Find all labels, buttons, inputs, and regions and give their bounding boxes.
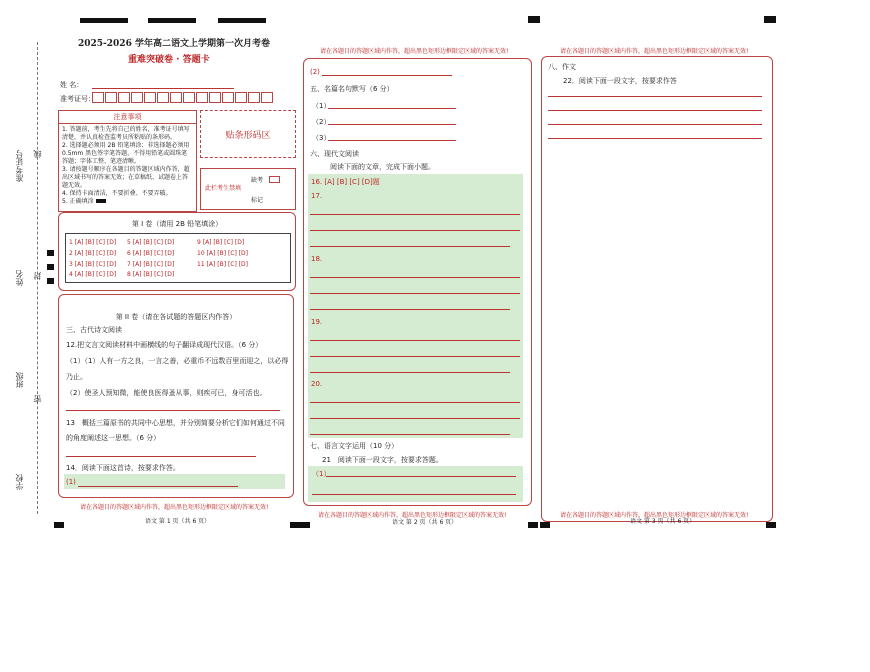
id-boxes[interactable] [92, 92, 274, 103]
blank2-line[interactable] [328, 124, 456, 125]
q18-line[interactable] [310, 277, 520, 278]
q17-line[interactable] [310, 230, 520, 231]
name-label: 姓 名： [60, 81, 84, 89]
section5-heading: 五、名篇名句默写（6 分） [310, 85, 394, 93]
q19-line[interactable] [310, 340, 520, 341]
q14-text: 14．阅读下面这首诗，按要求作答。 [66, 464, 180, 472]
q20-line[interactable] [310, 434, 510, 435]
q17-line[interactable] [310, 214, 520, 215]
blank1-line[interactable] [328, 108, 456, 109]
absent-checkbox[interactable] [269, 176, 280, 183]
q21-line[interactable] [312, 494, 516, 495]
corner-mark [300, 522, 310, 528]
note-item-text: 5. 正确填涂 [62, 198, 94, 205]
warning-bottom-p2: 请在各题目的答题区域内作答，超出黑色矩形边框限定区域的答案无效! [318, 512, 507, 519]
corner-mark [290, 522, 300, 528]
item2-line[interactable] [322, 75, 452, 76]
q17-line[interactable] [310, 246, 510, 247]
part1-title: 第 I 卷（请用 2B 铅笔填涂） [131, 220, 223, 228]
q20-label: 20. [311, 380, 323, 388]
choice-q1[interactable]: 1 [A] [B] [C] [D] [69, 239, 117, 246]
q18-line[interactable] [310, 309, 510, 310]
side-label-secret: 密 [33, 395, 42, 403]
blank3-line[interactable] [328, 140, 456, 141]
q21-line[interactable] [326, 476, 516, 477]
id-label: 准考证号： [60, 95, 95, 103]
side-label-class: 班级 [15, 372, 24, 388]
side-label-school: 学校 [15, 474, 24, 490]
section3-heading: 三、古代诗文阅读 [66, 326, 122, 334]
side-mark [47, 250, 54, 256]
side-mark [47, 278, 54, 284]
essay-line[interactable] [548, 124, 762, 125]
timing-mark [764, 16, 776, 23]
essay-line[interactable] [548, 96, 762, 97]
warning-bottom-p1: 请在各题目的答题区域内作答，超出黑色矩形边框限定区域的答案无效! [80, 504, 269, 511]
item2-label: (2) [310, 68, 320, 76]
col3-panel [541, 56, 773, 522]
blank2-label: （2） [312, 118, 331, 126]
choice-q7[interactable]: 7 [A] [B] [C] [D] [127, 261, 175, 268]
q19-label: 19. [311, 318, 323, 326]
barcode-label: 贴条形码区 [225, 130, 271, 141]
absent-missing: 缺考 [251, 177, 264, 184]
q20-line[interactable] [310, 418, 520, 419]
notes-title: 注意事项 [59, 111, 196, 124]
q19-line[interactable] [310, 372, 510, 373]
q12-1-text-cont: 乃止。 [66, 373, 87, 381]
q21-text: 21 阅读下面一段文字，按要求答题。 [322, 456, 443, 464]
corner-mark [528, 522, 538, 528]
q14-1-label: (1) [66, 478, 76, 486]
fill-sample-mark [96, 199, 106, 203]
q18-line[interactable] [310, 293, 520, 294]
absent-mark: 标记 [251, 197, 264, 204]
section6-subheading: 阅读下面的文章，完成下面小题。 [330, 163, 435, 171]
corner-mark [766, 522, 776, 528]
q20-line[interactable] [310, 402, 520, 403]
corner-mark [540, 522, 550, 528]
q12-2-text: （2）使圣人预知微，能使良医得蚤从事，则疾可已，身可活也。 [66, 389, 267, 397]
q14-1-line[interactable] [78, 486, 238, 487]
q13-answer-line[interactable] [66, 456, 256, 457]
note-item: 2. 选择题必须用 2B 铅笔填涂；非选择题必须用 0.5mm 黑色签字笔答题，不得用铅笔或圆珠笔答题；字体工整、笔迹清晰。 [62, 142, 190, 165]
side-label-line: 线 [33, 150, 42, 158]
timing-mark [218, 18, 266, 23]
blank1-label: （1） [312, 102, 331, 110]
note-item: 4. 保持卡面清洁，不要折叠、不要弄破。 [62, 190, 172, 197]
choice-q8[interactable]: 8 [A] [B] [C] [D] [127, 271, 175, 278]
note-item [59, 198, 196, 206]
q13-text: 13 概括三篇原书的共同中心思想，并分别简要分析它们如何通过不同 [66, 419, 285, 427]
q22-text: 22．阅读下面一段文字，按要求作答 [563, 77, 677, 85]
choice-q6[interactable]: 6 [A] [B] [C] [D] [127, 250, 175, 257]
q12-answer-line[interactable] [66, 410, 280, 411]
q18-label: 18. [311, 255, 323, 263]
footer-p3: 语文 第 3 页（共 6 页） [630, 518, 696, 525]
q17-label: 17. [311, 192, 323, 200]
blank3-label: （3） [312, 134, 331, 142]
absent-box [200, 168, 296, 210]
note-item: 1. 答题前，考生先将自己的姓名，准考证号填写清楚，并认真检查监考员所粘贴的条形码。 [62, 126, 190, 141]
choice-q11[interactable]: 11 [A] [B] [C] [D] [197, 261, 249, 268]
side-label-id: 准考证号 [15, 150, 24, 182]
warning-top-p3: 请在各题目的答题区域内作答，超出黑色矩形边框限定区域的答案无效! [560, 48, 749, 55]
barcode-area [200, 110, 296, 158]
footer-p1: 语文 第 1 页（共 6 页） [145, 518, 211, 525]
side-label-name: 姓名 [15, 270, 24, 286]
timing-mark [528, 16, 540, 23]
q21-1-label: （1） [312, 470, 331, 478]
side-label-seal: 封 [33, 272, 42, 280]
absent-label: 此栏考生禁填 [205, 185, 242, 192]
timing-mark [80, 18, 128, 23]
section6-heading: 六、现代文阅读 [310, 150, 359, 158]
choice-q2[interactable]: 2 [A] [B] [C] [D] [69, 250, 117, 257]
q21-answer-area[interactable] [308, 466, 523, 502]
essay-line[interactable] [548, 110, 762, 111]
note-item: 3. 请按题号顺序在各题目的答题区域内作答，超出区域书写的答案无效；在草稿纸、试题卷上答题无效。 [62, 166, 190, 189]
q12-text: 12.把文言文阅读材料中画横线的句子翻译成现代汉语。（6 分） [66, 341, 263, 349]
name-field[interactable] [92, 88, 234, 89]
q16-choice[interactable]: 16. [A] [B] [C] [D]题 [311, 178, 380, 186]
q19-line[interactable] [310, 356, 520, 357]
notes-box [58, 110, 197, 212]
choice-q10[interactable]: 10 [A] [B] [C] [D] [197, 250, 249, 257]
exam-subtitle: 重难突破卷 · 答题卡 [128, 55, 210, 65]
warning-top-p2: 请在各题目的答题区域内作答，超出黑色矩形边框限定区域的答案无效! [320, 48, 509, 55]
timing-mark [148, 18, 196, 23]
section8-heading: 八、作文 [548, 63, 576, 71]
corner-mark [54, 522, 64, 528]
q13-text-cont: 的角度阐述这一思想。（6 分） [66, 434, 161, 442]
choice-q5[interactable]: 5 [A] [B] [C] [D] [127, 239, 175, 246]
essay-line[interactable] [548, 138, 762, 139]
choice-q3[interactable]: 3 [A] [B] [C] [D] [69, 261, 117, 268]
warning-bottom-p3: 请在各题目的答题区域内作答，超出黑色矩形边框限定区域的答案无效! [560, 512, 749, 519]
exam-title: 2025-2026 学年高二语文上学期第一次月考卷 [78, 39, 270, 49]
part2-title: 第 II 卷（请在各试题的答题区内作答） [115, 313, 237, 321]
q12-1-text: （1）（1）人有一方之良，一言之善，必重币不远数百里而迎之，以必得 [66, 357, 289, 365]
choice-q4[interactable]: 4 [A] [B] [C] [D] [69, 271, 117, 278]
side-mark [47, 264, 54, 270]
section7-heading: 七、语言文字运用（10 分） [310, 442, 399, 450]
footer-p2: 语文 第 2 页（共 6 页） [392, 519, 458, 526]
part1-panel [58, 212, 296, 291]
choice-q9[interactable]: 9 [A] [B] [C] [D] [197, 239, 245, 246]
